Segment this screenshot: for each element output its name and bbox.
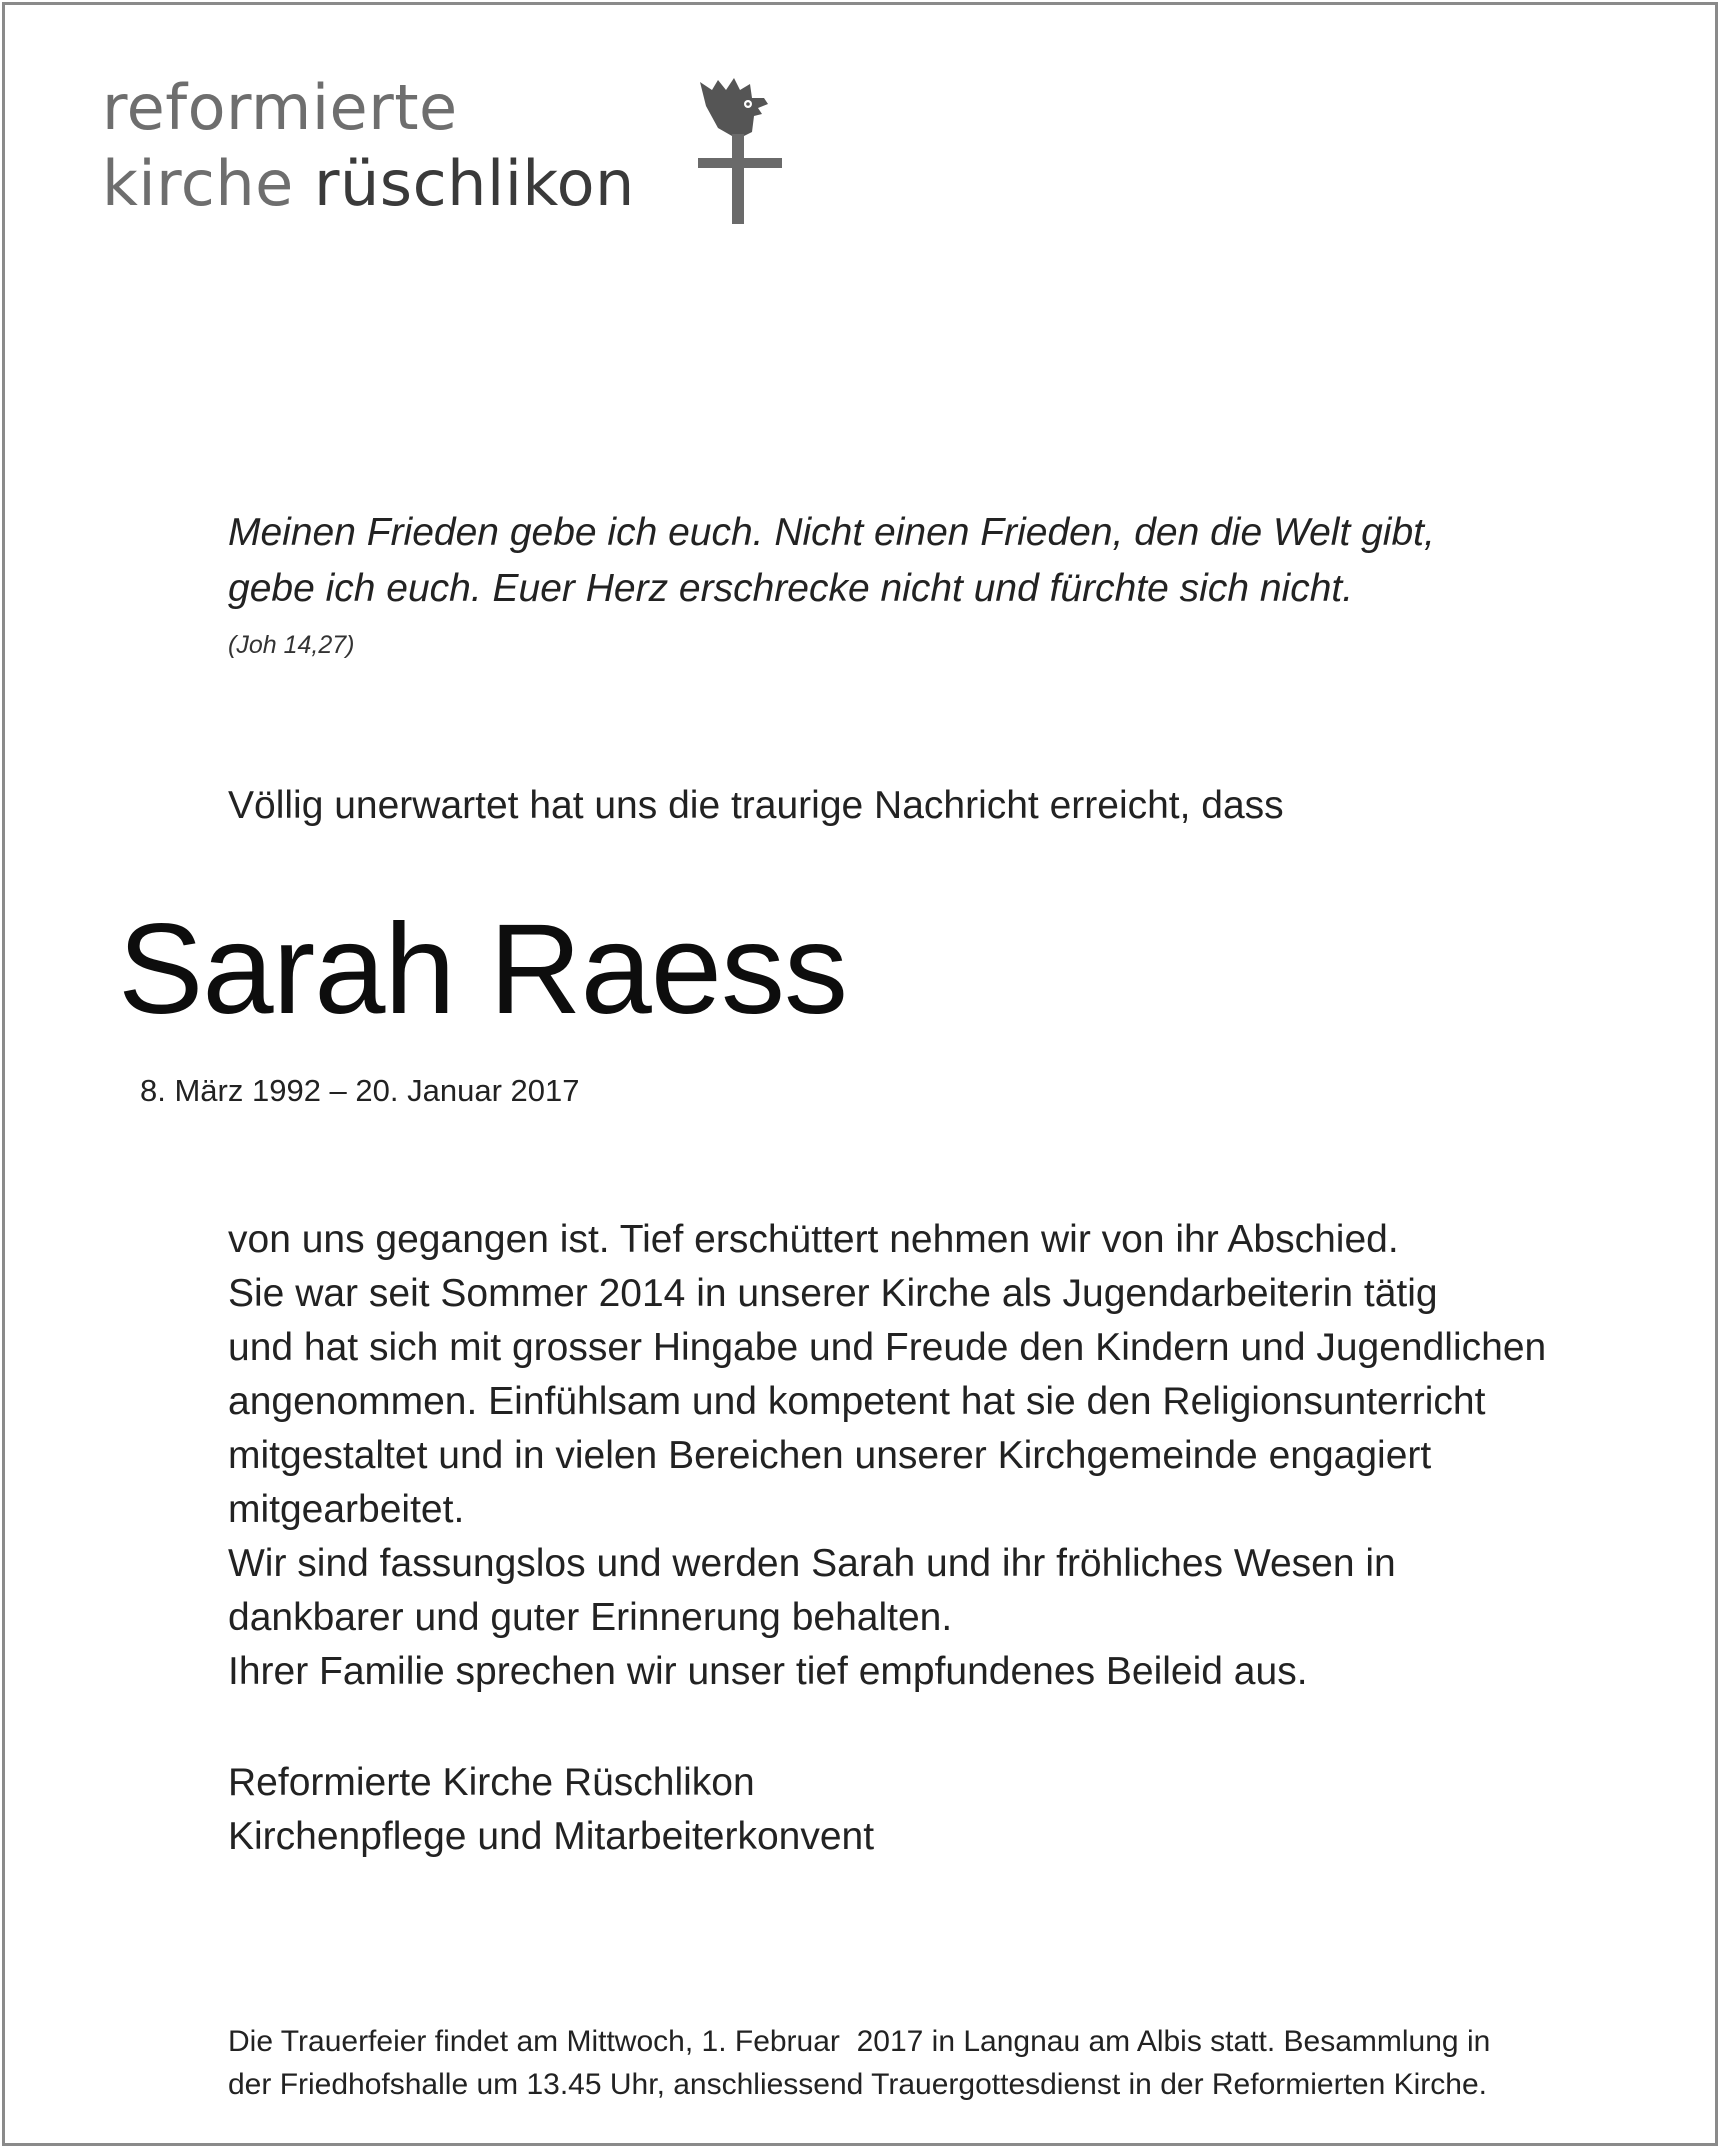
funeral-info-line-2: der Friedhofshalle um 13.45 Uhr, anschliessend Trauergottesdienst in der Reformierten Kirche. bbox=[228, 2068, 1487, 2101]
logo-line-2-part-2: rüschlikon bbox=[314, 147, 635, 220]
body-line: und hat sich mit grosser Hingabe und Freude den Kindern und Jugendlichen bbox=[228, 1326, 1547, 1369]
body-line: Ihrer Familie sprechen wir unser tief empfundenes Beileid aus. bbox=[228, 1650, 1308, 1693]
quote-line-2: gebe ich euch. Euer Herz erschrecke nicht und fürchte sich nicht. bbox=[228, 567, 1354, 610]
body-line: dankbarer und guter Erinnerung behalten. bbox=[228, 1596, 953, 1639]
logo-line-2-part-1: kirche bbox=[102, 147, 314, 220]
signature-line-2: Kirchenpflege und Mitarbeiterkonvent bbox=[228, 1815, 875, 1858]
quote-reference: (Joh 14,27) bbox=[228, 631, 355, 659]
body-line: angenommen. Einfühlsam und kompetent hat sie den Religionsunterricht bbox=[228, 1380, 1486, 1423]
body-line: mitgestaltet und in vielen Bereichen unserer Kirchgemeinde engagiert bbox=[228, 1434, 1432, 1477]
bible-quote bbox=[228, 505, 1628, 617]
quote-line-1: Meinen Frieden gebe ich euch. Nicht einen Frieden, den die Welt gibt, bbox=[228, 511, 1435, 554]
funeral-info bbox=[228, 2020, 1688, 2106]
deceased-name: Sarah Raess bbox=[118, 898, 847, 1041]
rooster-cross-icon bbox=[698, 76, 798, 226]
signature-block bbox=[228, 1756, 874, 1864]
logo-wordmark bbox=[102, 70, 635, 222]
funeral-info-line-1: Die Trauerfeier findet am Mittwoch, 1. Februar 2017 in Langnau am Albis statt. Besammlung in bbox=[228, 2025, 1491, 2058]
body-line: von uns gegangen ist. Tief erschüttert nehmen wir von ihr Abschied. bbox=[228, 1218, 1399, 1261]
logo-line-1: reformierte bbox=[102, 71, 458, 144]
obituary-body bbox=[228, 1213, 1688, 1699]
intro-text: Völlig unerwartet hat uns die traurige Nachricht erreicht, dass bbox=[228, 784, 1284, 827]
body-line: Wir sind fassungslos und werden Sarah und ihr fröhliches Wesen in bbox=[228, 1542, 1396, 1585]
body-line: mitgearbeitet. bbox=[228, 1488, 465, 1531]
signature-line-1: Reformierte Kirche Rüschlikon bbox=[228, 1761, 755, 1804]
life-dates: 8. März 1992 – 20. Januar 2017 bbox=[140, 1073, 580, 1108]
logo-line-2 bbox=[102, 146, 635, 222]
church-logo bbox=[102, 70, 802, 240]
body-line: Sie war seit Sommer 2014 in unserer Kirche als Jugendarbeiterin tätig bbox=[228, 1272, 1438, 1315]
